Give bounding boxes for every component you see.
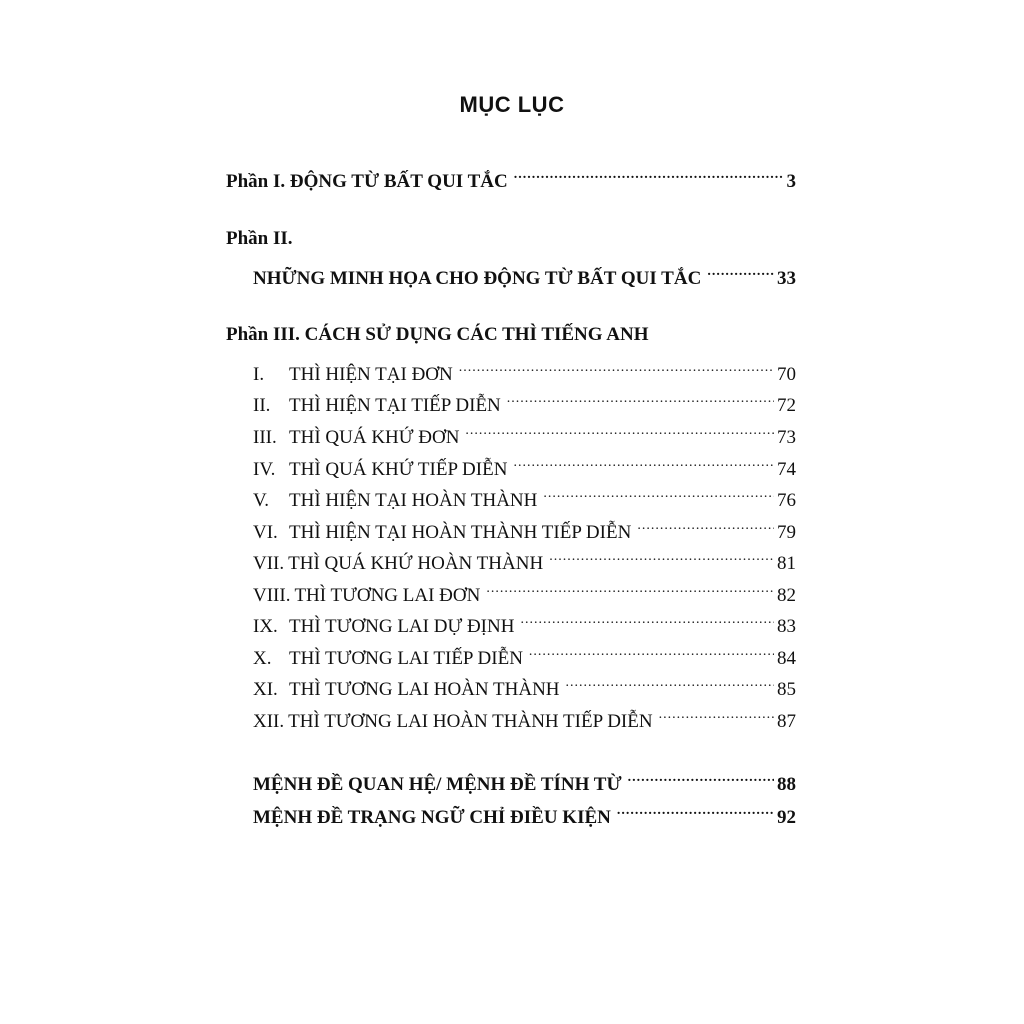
toc-entry-label: THÌ TƯƠNG LAI TIẾP DIỄN	[289, 648, 523, 669]
toc-page-number: 79	[777, 522, 796, 543]
toc-entry-label: MỆNH ĐỀ TRẠNG NGỮ CHỈ ĐIỀU KIỆN	[253, 807, 611, 828]
page-title: MỤC LỤC	[459, 92, 565, 117]
toc-page-number: 82	[777, 585, 796, 606]
toc-entry-number: VIII.	[253, 585, 291, 606]
toc-entry-tense-12[interactable]	[253, 701, 796, 732]
toc-page-number: 33	[777, 268, 796, 289]
toc-entry-label: THÌ QUÁ KHỨ TIẾP DIỄN	[289, 459, 508, 480]
toc-entry-number: VI.	[253, 522, 278, 543]
toc-entry-label: THÌ TƯƠNG LAI HOÀN THÀNH	[289, 679, 560, 700]
toc-entry-tense-2[interactable]	[253, 385, 796, 416]
toc-heading-part-2	[226, 226, 796, 252]
toc-entry-tense-4[interactable]	[253, 449, 796, 480]
toc-entry-label: THÌ HIỆN TẠI TIẾP DIỄN	[289, 395, 501, 416]
toc-page-number: 3	[786, 171, 796, 192]
toc-entry-tense-8[interactable]	[253, 575, 796, 606]
toc-entry-label: THÌ HIỆN TẠI HOÀN THÀNH TIẾP DIỄN	[289, 522, 632, 543]
toc-page-number: 92	[777, 807, 796, 828]
dot-leader	[549, 543, 774, 569]
toc-page-number: 88	[777, 774, 796, 795]
toc-entry-tense-6[interactable]	[253, 512, 796, 543]
toc-entry-conditional-clauses[interactable]	[253, 797, 796, 828]
dot-leader	[617, 797, 774, 823]
toc-page-number: 76	[777, 490, 796, 511]
toc-page-number: 81	[777, 553, 796, 574]
toc-entry-relative-clauses[interactable]	[253, 764, 796, 795]
toc-entry-part-2[interactable]	[253, 258, 796, 289]
toc-entry-number: III.	[253, 427, 277, 448]
toc-entry-number: XI.	[253, 679, 278, 700]
toc-entry-label: THÌ HIỆN TẠI ĐƠN	[289, 364, 453, 385]
toc-page-number: 83	[777, 616, 796, 637]
toc-page-number: 87	[777, 711, 796, 732]
dot-leader	[637, 512, 774, 538]
dot-leader	[659, 701, 774, 727]
toc-entry-label: THÌ TƯƠNG LAI DỰ ĐỊNH	[289, 616, 515, 637]
dot-leader	[513, 449, 774, 475]
dot-leader	[459, 354, 774, 380]
toc-entry-tense-1[interactable]	[253, 354, 796, 385]
toc-entry-label: MỆNH ĐỀ QUAN HỆ/ MỆNH ĐỀ TÍNH TỪ	[253, 774, 622, 795]
dot-leader	[628, 764, 774, 790]
toc-entry-number: V.	[253, 490, 270, 511]
toc-entry-tense-3[interactable]	[253, 417, 796, 448]
toc-heading-label: Phần II.	[226, 228, 293, 249]
dot-leader	[514, 161, 784, 187]
toc-entry-number: XII.	[253, 711, 285, 732]
toc-entry-label: NHỮNG MINH HỌA CHO ĐỘNG TỪ BẤT QUI TẮC	[253, 268, 702, 289]
toc-page-number: 70	[777, 364, 796, 385]
toc-page-number: 84	[777, 648, 796, 669]
toc-page-number: 74	[777, 459, 796, 480]
toc-page-number: 73	[777, 427, 796, 448]
toc-entry-label: THÌ QUÁ KHỨ HOÀN THÀNH	[288, 553, 544, 574]
toc-page-number: 85	[777, 679, 796, 700]
toc-heading-label: Phần III. CÁCH SỬ DỤNG CÁC THÌ TIẾNG ANH	[226, 324, 649, 345]
dot-leader	[543, 480, 774, 506]
dot-leader	[566, 669, 774, 695]
toc-entry-tense-7[interactable]	[253, 543, 796, 574]
toc-entry-number: II.	[253, 395, 271, 416]
toc-entry-label: Phần I. ĐỘNG TỪ BẤT QUI TẮC	[226, 171, 508, 192]
toc-entry-label: THÌ QUÁ KHỨ ĐƠN	[289, 427, 460, 448]
toc-heading-part-3	[226, 322, 796, 348]
dot-leader	[507, 385, 774, 411]
toc-page-number: 72	[777, 395, 796, 416]
dot-leader	[707, 258, 774, 284]
toc-entry-label: THÌ TƯƠNG LAI HOÀN THÀNH TIẾP DIỄN	[288, 711, 653, 732]
dot-leader	[465, 417, 774, 443]
dot-leader	[529, 638, 774, 664]
toc-entry-tense-9[interactable]	[253, 606, 796, 637]
toc-entry-label: THÌ TƯƠNG LAI ĐƠN	[294, 585, 481, 606]
toc-entry-label: THÌ HIỆN TẠI HOÀN THÀNH	[289, 490, 538, 511]
dot-leader	[486, 575, 774, 601]
toc-entry-tense-10[interactable]	[253, 638, 796, 669]
toc-entry-part-1[interactable]	[226, 161, 796, 192]
toc-entry-number: I.	[253, 364, 265, 385]
toc-entry-number: IV.	[253, 459, 276, 480]
toc-entry-number: IX.	[253, 616, 278, 637]
toc-entry-number: VII.	[253, 553, 285, 574]
toc-entry-tense-5[interactable]	[253, 480, 796, 511]
toc-entry-tense-11[interactable]	[253, 669, 796, 700]
toc-entry-number: X.	[253, 648, 272, 669]
dot-leader	[520, 606, 774, 632]
